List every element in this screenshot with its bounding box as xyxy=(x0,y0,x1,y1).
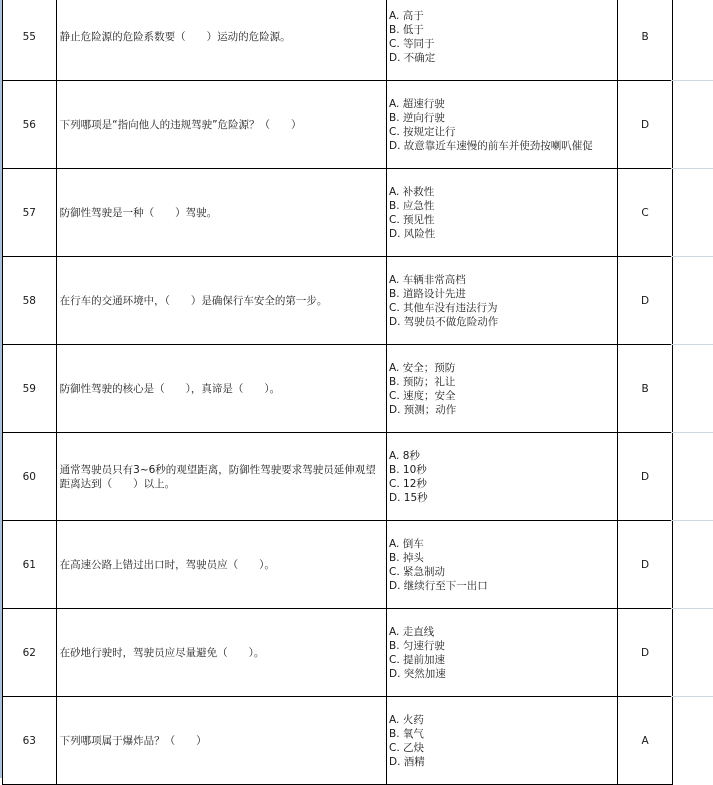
table-row xyxy=(3,345,713,433)
table-row xyxy=(3,169,713,257)
question-number-cell[interactable]: 56 xyxy=(3,81,57,169)
option-a: A. 超速行驶 xyxy=(389,97,617,111)
sheet-gridline xyxy=(671,344,713,345)
option-b: B. 应急性 xyxy=(389,199,617,213)
option-a: A. 高于 xyxy=(389,9,617,23)
option-b: B. 预防；礼让 xyxy=(389,375,617,389)
option-c: C. 等同于 xyxy=(389,37,617,51)
options-cell[interactable] xyxy=(387,521,618,609)
question-text-cell[interactable]: 在高速公路上错过出口时，驾驶员应（ ）。 xyxy=(56,521,386,609)
empty-cell[interactable] xyxy=(673,521,713,609)
table-row xyxy=(3,697,713,785)
options-cell[interactable] xyxy=(387,433,618,521)
option-b: B. 低于 xyxy=(389,23,617,37)
question-number-cell[interactable]: 61 xyxy=(3,521,57,609)
answer-cell[interactable]: A xyxy=(617,697,673,785)
option-d: D. 酒精 xyxy=(389,755,617,769)
sheet-gridline xyxy=(671,608,713,609)
sheet-gridline xyxy=(671,520,713,521)
question-text-cell[interactable]: 在行车的交通环境中，（ ）是确保行车安全的第一步。 xyxy=(56,257,386,345)
options-cell[interactable] xyxy=(387,609,618,697)
option-b: B. 掉头 xyxy=(389,551,617,565)
option-c: C. 乙炔 xyxy=(389,741,617,755)
table-row xyxy=(3,521,713,609)
table-row xyxy=(3,257,713,345)
table-row xyxy=(3,0,713,81)
answer-cell[interactable]: D xyxy=(617,521,673,609)
question-number-cell[interactable]: 60 xyxy=(3,433,57,521)
question-number-cell[interactable]: 58 xyxy=(3,257,57,345)
option-a: A. 补救性 xyxy=(389,185,617,199)
options-cell[interactable] xyxy=(387,697,618,785)
question-text-cell[interactable]: 防御性驾驶是一种（ ）驾驶。 xyxy=(56,169,386,257)
option-d: D. 预测；动作 xyxy=(389,403,617,417)
options-cell[interactable] xyxy=(387,257,618,345)
option-c: C. 速度；安全 xyxy=(389,389,617,403)
answer-cell[interactable]: D xyxy=(617,257,673,345)
options-cell[interactable] xyxy=(387,0,618,81)
empty-cell[interactable] xyxy=(673,697,713,785)
option-b: B. 氧气 xyxy=(389,727,617,741)
option-d: D. 突然加速 xyxy=(389,667,617,681)
option-a: A. 倒车 xyxy=(389,537,617,551)
option-a: A. 车辆非常高档 xyxy=(389,273,617,287)
answer-cell[interactable]: D xyxy=(617,609,673,697)
sheet-gridline xyxy=(671,432,713,433)
table-row xyxy=(3,81,713,169)
table-row xyxy=(3,433,713,521)
option-c: C. 其他车没有违法行为 xyxy=(389,301,617,315)
question-text-cell[interactable]: 静止危险源的危险系数要（ ）运动的危险源。 xyxy=(56,0,386,81)
question-number-cell[interactable]: 63 xyxy=(3,697,57,785)
question-text-cell[interactable]: 通常驾驶员只有3~6秒的观望距离，防御性驾驶要求驾驶员延伸观望距离达到（ ）以上。 xyxy=(56,433,386,521)
question-text-cell[interactable]: 在砂地行驶时，驾驶员应尽量避免（ ）。 xyxy=(56,609,386,697)
table-row xyxy=(3,609,713,697)
option-d: D. 15秒 xyxy=(389,491,617,505)
question-table xyxy=(2,0,713,785)
sheet-gridline xyxy=(671,80,713,81)
question-text-cell[interactable]: 防御性驾驶的核心是（ ），真谛是（ ）。 xyxy=(56,345,386,433)
option-c: C. 提前加速 xyxy=(389,653,617,667)
empty-cell[interactable] xyxy=(673,609,713,697)
option-d: D. 故意靠近车速慢的前车并使劲按喇叭催促 xyxy=(389,139,617,153)
option-a: A. 走直线 xyxy=(389,625,617,639)
question-text-cell[interactable]: 下列哪项属于爆炸品？（ ） xyxy=(56,697,386,785)
option-c: C. 紧急制动 xyxy=(389,565,617,579)
option-c: C. 12秒 xyxy=(389,477,617,491)
option-d: D. 驾驶员不做危险动作 xyxy=(389,315,617,329)
empty-cell[interactable] xyxy=(673,345,713,433)
options-cell[interactable] xyxy=(387,81,618,169)
option-b: B. 逆向行驶 xyxy=(389,111,617,125)
empty-cell[interactable] xyxy=(673,81,713,169)
answer-cell[interactable]: B xyxy=(617,345,673,433)
answer-cell[interactable]: D xyxy=(617,81,673,169)
answer-cell[interactable]: B xyxy=(617,0,673,81)
option-d: D. 继续行至下一出口 xyxy=(389,579,617,593)
option-c: C. 预见性 xyxy=(389,213,617,227)
question-text-cell[interactable]: 下列哪项是“指向他人的违规驾驶”危险源？（ ） xyxy=(56,81,386,169)
sheet-gridline xyxy=(671,168,713,169)
answer-cell[interactable]: C xyxy=(617,169,673,257)
options-cell[interactable] xyxy=(387,345,618,433)
empty-cell[interactable] xyxy=(673,0,713,81)
question-number-cell[interactable]: 57 xyxy=(3,169,57,257)
question-number-cell[interactable]: 55 xyxy=(3,0,57,81)
sheet-gridline xyxy=(671,696,713,697)
empty-cell[interactable] xyxy=(673,169,713,257)
option-b: B. 道路设计先进 xyxy=(389,287,617,301)
options-cell[interactable] xyxy=(387,169,618,257)
question-number-cell[interactable]: 59 xyxy=(3,345,57,433)
option-b: B. 10秒 xyxy=(389,463,617,477)
option-c: C. 按规定让行 xyxy=(389,125,617,139)
option-a: A. 8秒 xyxy=(389,449,617,463)
sheet-gridline xyxy=(671,256,713,257)
option-d: D. 风险性 xyxy=(389,227,617,241)
option-a: A. 火药 xyxy=(389,713,617,727)
option-a: A. 安全；预防 xyxy=(389,361,617,375)
option-b: B. 匀速行驶 xyxy=(389,639,617,653)
question-number-cell[interactable]: 62 xyxy=(3,609,57,697)
empty-cell[interactable] xyxy=(673,433,713,521)
option-d: D. 不确定 xyxy=(389,51,617,65)
answer-cell[interactable]: D xyxy=(617,433,673,521)
empty-cell[interactable] xyxy=(673,257,713,345)
